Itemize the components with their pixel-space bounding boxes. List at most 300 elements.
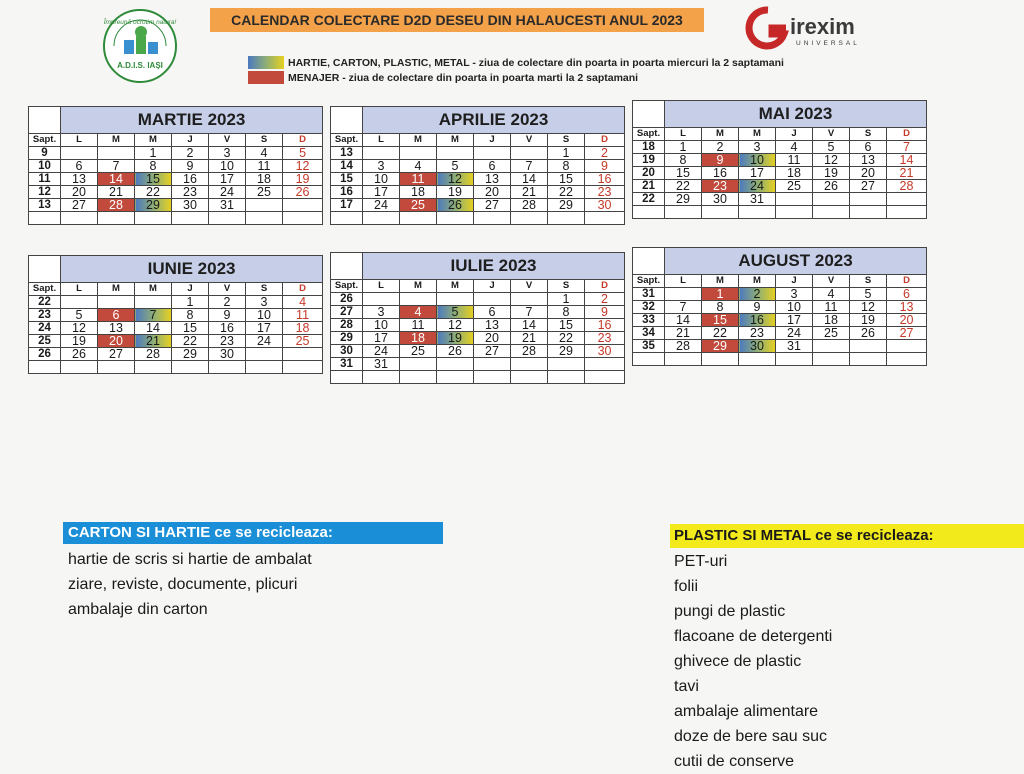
day-cell: 5 [437, 306, 474, 319]
week-number: 28 [331, 319, 363, 332]
day-cell: 10 [739, 154, 776, 167]
day-cell [511, 358, 548, 371]
month-iulie [330, 252, 624, 384]
day-cell: 20 [474, 332, 511, 345]
day-cell: 28 [887, 180, 927, 193]
day-cell: 22 [665, 180, 702, 193]
day-cell: 28 [511, 199, 548, 212]
day-cell [474, 293, 511, 306]
day-cell: 26 [850, 327, 887, 340]
day-header: J [474, 280, 511, 293]
day-cell: 20 [850, 167, 887, 180]
day-cell: 13 [61, 173, 98, 186]
empty-cell [813, 206, 850, 219]
empty-cell [665, 353, 702, 366]
day-cell: 19 [850, 314, 887, 327]
day-cell: 19 [437, 186, 474, 199]
day-cell: 7 [135, 309, 172, 322]
week-number: 23 [29, 309, 61, 322]
day-cell: 21 [511, 186, 548, 199]
day-cell: 7 [98, 160, 135, 173]
day-cell: 17 [776, 314, 813, 327]
day-cell: 6 [474, 160, 511, 173]
day-cell: 28 [511, 345, 548, 358]
day-cell: 4 [400, 160, 437, 173]
day-cell: 11 [400, 319, 437, 332]
week-number: 21 [633, 180, 665, 193]
day-cell: 12 [437, 173, 474, 186]
empty-cell [400, 212, 437, 225]
month-name: AUGUST 2023 [665, 248, 927, 275]
day-cell: 13 [887, 301, 927, 314]
day-cell: 22 [172, 335, 209, 348]
empty-cell [850, 206, 887, 219]
day-cell: 25 [400, 199, 437, 212]
day-header: V [511, 280, 548, 293]
day-cell: 14 [665, 314, 702, 327]
empty-cell [331, 371, 363, 384]
day-cell [98, 296, 135, 309]
empty-cell [633, 206, 665, 219]
day-cell: 19 [61, 335, 98, 348]
day-header: L [61, 283, 98, 296]
day-header: M [400, 280, 437, 293]
week-number: 29 [331, 332, 363, 345]
day-cell: 4 [283, 296, 323, 309]
empty-cell [283, 361, 323, 374]
day-cell: 11 [776, 154, 813, 167]
week-number: 13 [29, 199, 61, 212]
day-header: J [172, 134, 209, 147]
plastic-title: PLASTIC SI METAL ce se recicleaza: [670, 524, 1024, 548]
day-cell: 9 [172, 160, 209, 173]
day-cell: 29 [548, 199, 585, 212]
day-header: Sapt. [331, 280, 363, 293]
empty-cell [363, 371, 400, 384]
day-cell: 30 [209, 348, 246, 361]
day-cell: 11 [400, 173, 437, 186]
day-header: V [813, 275, 850, 288]
week-number: 35 [633, 340, 665, 353]
day-cell: 20 [61, 186, 98, 199]
empty-cell [437, 371, 474, 384]
week-number: 27 [331, 306, 363, 319]
day-cell: 31 [739, 193, 776, 206]
empty-cell [474, 371, 511, 384]
day-cell: 1 [135, 147, 172, 160]
day-cell: 25 [283, 335, 323, 348]
day-cell [887, 340, 927, 353]
empty-cell [400, 371, 437, 384]
day-cell: 12 [813, 154, 850, 167]
day-header: V [209, 283, 246, 296]
day-cell [548, 358, 585, 371]
day-cell: 26 [437, 345, 474, 358]
day-header: J [474, 134, 511, 147]
day-cell [61, 296, 98, 309]
day-cell: 30 [172, 199, 209, 212]
week-number: 30 [331, 345, 363, 358]
month-table [330, 106, 625, 225]
day-cell [363, 293, 400, 306]
month-name: MAI 2023 [665, 101, 927, 128]
empty-cell [474, 212, 511, 225]
day-cell [437, 147, 474, 160]
day-cell: 17 [739, 167, 776, 180]
day-cell: 10 [776, 301, 813, 314]
day-cell: 29 [702, 340, 739, 353]
day-cell: 15 [665, 167, 702, 180]
day-header: D [283, 283, 323, 296]
legend-swatch-recyclable [248, 56, 284, 69]
day-cell: 13 [850, 154, 887, 167]
day-cell: 1 [702, 288, 739, 301]
week-number: 11 [29, 173, 61, 186]
day-cell: 24 [776, 327, 813, 340]
day-cell [400, 293, 437, 306]
day-cell: 17 [246, 322, 283, 335]
plastic-item: ambalaje alimentare [674, 703, 819, 720]
day-header: M [739, 128, 776, 141]
plastic-item: cutii de conserve [674, 753, 795, 770]
day-cell [813, 193, 850, 206]
day-cell: 5 [283, 147, 323, 160]
empty-cell [209, 212, 246, 225]
day-header: J [172, 283, 209, 296]
empty-cell [61, 212, 98, 225]
day-cell: 9 [209, 309, 246, 322]
day-header: Sapt. [633, 128, 665, 141]
month-aprilie [330, 106, 624, 225]
day-header: S [850, 128, 887, 141]
empty-cell [29, 212, 61, 225]
day-header: M [739, 275, 776, 288]
week-number: 31 [633, 288, 665, 301]
day-cell: 21 [511, 332, 548, 345]
adis-logo [100, 6, 180, 86]
day-cell: 20 [98, 335, 135, 348]
month-name: MARTIE 2023 [61, 107, 323, 134]
day-header: V [511, 134, 548, 147]
day-header: M [437, 280, 474, 293]
day-cell: 13 [474, 173, 511, 186]
day-cell: 8 [702, 301, 739, 314]
day-cell: 12 [850, 301, 887, 314]
empty-cell [246, 212, 283, 225]
plastic-item: flacoane de detergenti [674, 628, 833, 645]
corner-cell [331, 253, 363, 280]
day-cell: 24 [739, 180, 776, 193]
day-cell [400, 358, 437, 371]
legend-household [248, 70, 784, 85]
logo-arc-text: Împreună ocrotim natura! [103, 19, 177, 26]
week-number: 33 [633, 314, 665, 327]
day-header: M [98, 283, 135, 296]
empty-cell [813, 353, 850, 366]
day-header: D [887, 128, 927, 141]
day-cell: 31 [776, 340, 813, 353]
day-cell: 18 [400, 186, 437, 199]
day-cell: 1 [172, 296, 209, 309]
day-cell: 28 [665, 340, 702, 353]
carton-title: CARTON SI HARTIE ce se recicleaza: [63, 522, 443, 544]
day-cell: 19 [437, 332, 474, 345]
day-cell: 8 [665, 154, 702, 167]
day-header: L [665, 275, 702, 288]
empty-cell [887, 206, 927, 219]
week-number: 17 [331, 199, 363, 212]
day-cell [283, 199, 323, 212]
empty-cell [887, 353, 927, 366]
day-cell: 22 [548, 332, 585, 345]
day-cell: 3 [363, 160, 400, 173]
day-cell: 22 [135, 186, 172, 199]
week-number: 13 [331, 147, 363, 160]
day-cell: 1 [548, 147, 585, 160]
day-cell: 14 [511, 173, 548, 186]
empty-cell [209, 361, 246, 374]
month-table [28, 106, 323, 225]
day-header: L [61, 134, 98, 147]
day-cell [511, 147, 548, 160]
empty-cell [665, 206, 702, 219]
empty-cell [98, 212, 135, 225]
day-header: S [548, 280, 585, 293]
day-cell: 26 [61, 348, 98, 361]
day-cell: 23 [585, 186, 625, 199]
day-cell: 24 [363, 199, 400, 212]
day-cell [363, 147, 400, 160]
day-cell: 13 [98, 322, 135, 335]
week-number: 10 [29, 160, 61, 173]
day-cell: 29 [548, 345, 585, 358]
day-cell: 4 [776, 141, 813, 154]
day-cell: 15 [548, 319, 585, 332]
day-cell [585, 358, 625, 371]
day-cell: 18 [813, 314, 850, 327]
day-cell [474, 358, 511, 371]
day-cell: 2 [209, 296, 246, 309]
empty-cell [511, 212, 548, 225]
day-cell: 15 [548, 173, 585, 186]
week-number: 16 [331, 186, 363, 199]
day-cell: 6 [887, 288, 927, 301]
day-cell: 27 [98, 348, 135, 361]
day-cell: 27 [474, 345, 511, 358]
day-cell [246, 199, 283, 212]
day-header: S [850, 275, 887, 288]
day-cell: 30 [702, 193, 739, 206]
empty-cell [331, 212, 363, 225]
day-cell: 11 [246, 160, 283, 173]
day-cell: 5 [437, 160, 474, 173]
day-cell: 4 [400, 306, 437, 319]
corner-cell [633, 101, 665, 128]
day-cell [665, 288, 702, 301]
day-header: D [585, 134, 625, 147]
plastic-item: folii [674, 578, 699, 595]
day-cell: 10 [209, 160, 246, 173]
week-number: 18 [633, 141, 665, 154]
day-cell: 3 [776, 288, 813, 301]
empty-cell [702, 206, 739, 219]
day-cell: 21 [98, 186, 135, 199]
day-cell: 14 [98, 173, 135, 186]
day-cell: 3 [739, 141, 776, 154]
day-cell [813, 340, 850, 353]
week-number: 34 [633, 327, 665, 340]
empty-cell [511, 371, 548, 384]
month-name: IUNIE 2023 [61, 256, 323, 283]
day-cell: 9 [585, 306, 625, 319]
month-table [330, 252, 625, 384]
day-cell: 16 [209, 322, 246, 335]
day-cell: 22 [548, 186, 585, 199]
day-cell [400, 147, 437, 160]
day-cell [776, 193, 813, 206]
day-header: M [437, 134, 474, 147]
day-cell: 6 [98, 309, 135, 322]
day-cell [511, 293, 548, 306]
day-cell: 11 [283, 309, 323, 322]
empty-cell [776, 353, 813, 366]
day-cell: 29 [135, 199, 172, 212]
day-cell: 16 [172, 173, 209, 186]
empty-cell [633, 353, 665, 366]
carton-list [68, 547, 312, 622]
day-cell: 6 [61, 160, 98, 173]
day-cell: 24 [209, 186, 246, 199]
day-cell: 8 [135, 160, 172, 173]
day-header: Sapt. [633, 275, 665, 288]
day-cell: 17 [363, 332, 400, 345]
day-cell [850, 340, 887, 353]
day-cell: 16 [739, 314, 776, 327]
empty-cell [548, 371, 585, 384]
day-cell: 18 [283, 322, 323, 335]
day-cell: 25 [400, 345, 437, 358]
week-number: 22 [29, 296, 61, 309]
day-cell: 27 [474, 199, 511, 212]
month-table [632, 100, 927, 219]
day-cell: 26 [813, 180, 850, 193]
empty-cell [776, 206, 813, 219]
day-header: D [887, 275, 927, 288]
day-cell: 16 [702, 167, 739, 180]
day-cell: 23 [702, 180, 739, 193]
corner-cell [29, 256, 61, 283]
day-cell: 12 [437, 319, 474, 332]
day-header: M [702, 275, 739, 288]
day-cell: 11 [813, 301, 850, 314]
day-cell: 20 [474, 186, 511, 199]
empty-cell [437, 212, 474, 225]
day-cell: 28 [98, 199, 135, 212]
day-cell [437, 293, 474, 306]
day-cell: 27 [850, 180, 887, 193]
empty-cell [702, 353, 739, 366]
empty-cell [585, 371, 625, 384]
corner-cell [331, 107, 363, 134]
day-header: L [665, 128, 702, 141]
day-header: J [776, 128, 813, 141]
empty-cell [172, 212, 209, 225]
month-table [28, 255, 323, 374]
day-header: M [135, 134, 172, 147]
day-cell: 3 [246, 296, 283, 309]
day-cell: 25 [776, 180, 813, 193]
day-cell: 30 [739, 340, 776, 353]
month-martie [28, 106, 322, 225]
day-cell: 7 [511, 160, 548, 173]
day-cell: 19 [813, 167, 850, 180]
day-header: S [246, 134, 283, 147]
day-cell: 10 [363, 173, 400, 186]
day-cell: 26 [437, 199, 474, 212]
week-number: 32 [633, 301, 665, 314]
day-header: L [363, 280, 400, 293]
day-cell: 12 [61, 322, 98, 335]
empty-cell [363, 212, 400, 225]
day-cell: 8 [548, 306, 585, 319]
day-cell: 24 [246, 335, 283, 348]
week-number: 26 [331, 293, 363, 306]
day-cell: 22 [702, 327, 739, 340]
day-header: S [246, 283, 283, 296]
day-cell: 2 [585, 293, 625, 306]
day-cell: 19 [283, 173, 323, 186]
day-cell: 26 [283, 186, 323, 199]
day-cell: 29 [172, 348, 209, 361]
day-cell: 15 [702, 314, 739, 327]
week-number: 24 [29, 322, 61, 335]
corner-cell [29, 107, 61, 134]
week-number: 25 [29, 335, 61, 348]
document-title: CALENDAR COLECTARE D2D DESEU DIN HALAUCESTI ANUL 2023 [210, 8, 704, 32]
day-cell: 5 [61, 309, 98, 322]
irexim-logo [744, 4, 876, 52]
day-cell: 29 [665, 193, 702, 206]
day-header: V [813, 128, 850, 141]
empty-cell [739, 353, 776, 366]
empty-cell [98, 361, 135, 374]
day-header: L [363, 134, 400, 147]
day-cell: 8 [172, 309, 209, 322]
day-cell [98, 147, 135, 160]
plastic-list [674, 549, 832, 774]
day-cell [474, 147, 511, 160]
day-header: V [209, 134, 246, 147]
day-cell: 21 [887, 167, 927, 180]
empty-cell [246, 361, 283, 374]
day-header: S [548, 134, 585, 147]
empty-cell [585, 212, 625, 225]
day-cell: 4 [813, 288, 850, 301]
empty-cell [29, 361, 61, 374]
day-cell: 3 [363, 306, 400, 319]
plastic-item: PET-uri [674, 553, 728, 570]
empty-cell [739, 206, 776, 219]
day-cell: 15 [172, 322, 209, 335]
day-cell: 18 [400, 332, 437, 345]
empty-cell [61, 361, 98, 374]
day-cell [283, 348, 323, 361]
day-cell: 30 [585, 199, 625, 212]
day-cell [437, 358, 474, 371]
day-cell: 16 [585, 173, 625, 186]
day-cell: 21 [135, 335, 172, 348]
day-cell: 23 [739, 327, 776, 340]
